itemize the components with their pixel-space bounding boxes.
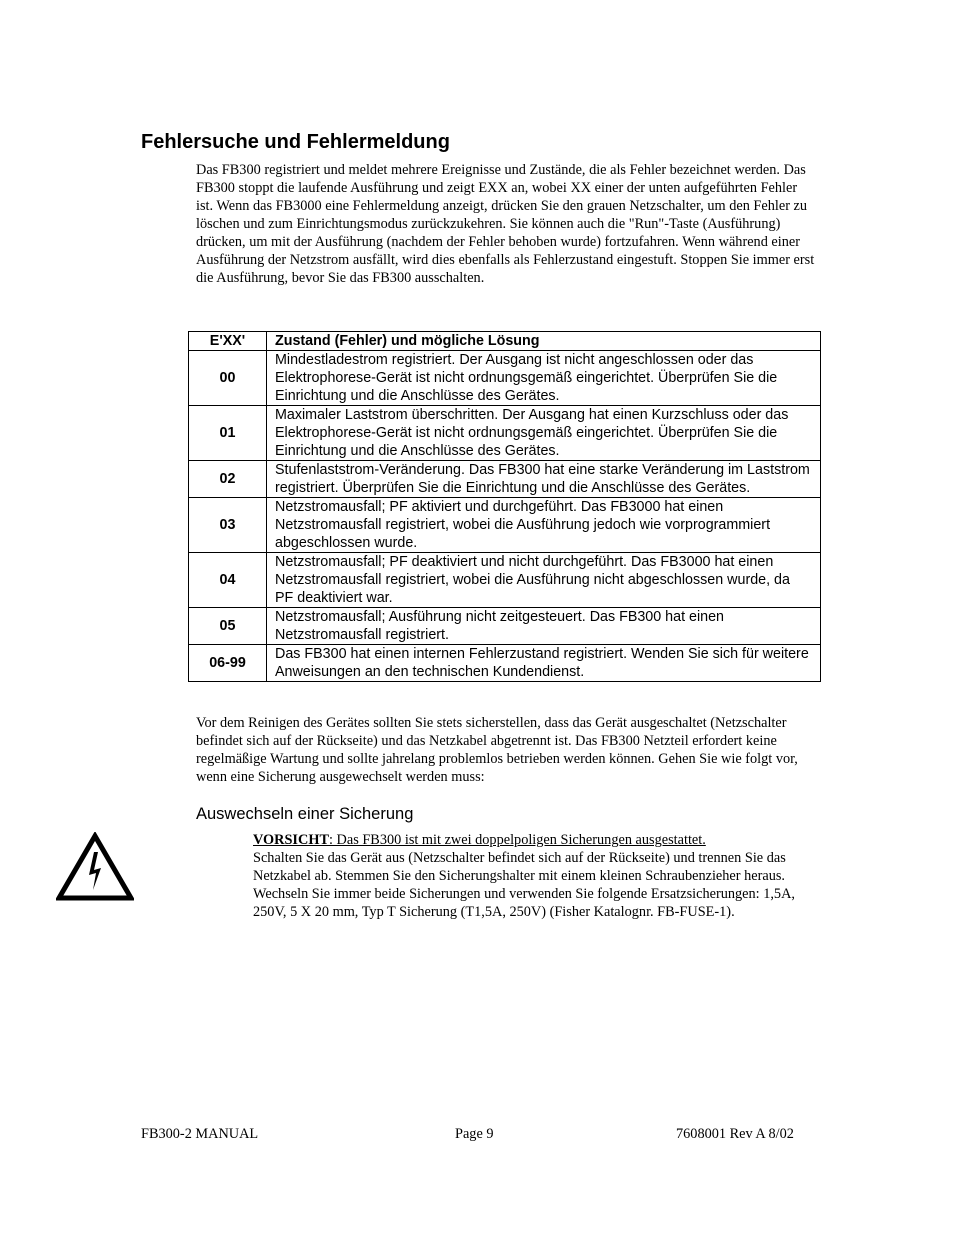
error-description: Maximaler Laststrom überschritten. Der Ausgang hat einen Kurzschluss oder das Elektrophorese-Gerät ist nicht ordnungsgemäß eingerichtet. Überprüfen Sie die Einrichtung und die Anschlüsse des Gerätes.: [267, 406, 821, 461]
error-code: 04: [189, 553, 267, 608]
footer-manual-name: FB300-2 MANUAL: [141, 1126, 259, 1142]
caution-label: VORSICHT: [253, 832, 329, 848]
table-row: [189, 461, 821, 498]
page-title: Fehlersuche und Fehlermeldung: [141, 131, 450, 153]
caution-first-sentence: : Das FB300 ist mit zwei doppelpoligen Sicherungen ausgestattet.: [328, 832, 706, 848]
table-row: [189, 608, 821, 645]
table-header-row: [189, 332, 821, 351]
error-description: Netzstromausfall; PF aktiviert und durchgeführt. Das FB3000 hat einen Netzstromausfall registriert, wobei die Ausführung jedoch wie vorprogrammiert abgeschlossen wurde.: [267, 498, 821, 553]
header-description: Zustand (Fehler) und mögliche Lösung: [267, 332, 821, 351]
error-code: 03: [189, 498, 267, 553]
fuse-section-heading: Auswechseln einer Sicherung: [196, 805, 414, 823]
error-code: 00: [189, 351, 267, 406]
caution-first-line: [253, 832, 706, 848]
error-code-table: [188, 331, 821, 682]
error-description: Netzstromausfall; Ausführung nicht zeitgesteuert. Das FB300 hat einen Netzstromausfall registriert.: [267, 608, 821, 645]
cleaning-paragraph: Vor dem Reinigen des Gerätes sollten Sie stets sicherstellen, dass das Gerät ausgeschaltet (Netzschalter befindet sich auf der Rückseite) und das Netzkabel abgetrennt ist. Das FB300 Netzteil erfordert keine regelmäßige Wartung und sollte jahrelang problemlos betrieben werden können. Gehen Sie wie folgt vor, wenn eine Sicherung ausgewechselt werden muss:: [196, 715, 798, 785]
header-code: E'XX': [189, 332, 267, 351]
caution-text: [253, 831, 818, 921]
table-row: [189, 645, 821, 682]
error-code: 02: [189, 461, 267, 498]
footer-revision: 7608001 Rev A 8/02: [676, 1126, 794, 1142]
error-description: Mindestladestrom registriert. Der Ausgang ist nicht angeschlossen oder das Elektrophorese-Gerät ist nicht ordnungsgemäß eingerichtet. Überprüfen Sie die Einrichtung und die Anschlüsse des Gerätes.: [267, 351, 821, 406]
error-code: 01: [189, 406, 267, 461]
caution-instructions: Schalten Sie das Gerät aus (Netzschalter befindet sich auf der Rückseite) und trennen Sie das Netzkabel ab. Stemmen Sie den Sicherungshalter mit einem kleinen Schraubenzieher heraus. Wechseln Sie immer beide Sicherungen und verwenden Sie folgende Ersatzsicherungen: 1,5A, 250V, 5 X 20 mm, Typ T Sicherung (T1,5A, 250V) (Fisher Katalognr. FB-FUSE-1).: [253, 850, 795, 920]
error-code: 06-99: [189, 645, 267, 682]
intro-paragraph: Das FB300 registriert und meldet mehrere Ereignisse und Zustände, die als Fehler bezeichnet werden. Das FB300 stoppt die laufende Ausführung und zeigt EXX an, wobei XX einer der unten aufgeführten Fehler ist. Wenn das FB3000 eine Fehlermeldung anzeigt, drücken Sie den grauen Netzschalter, um den Fehler zu löschen und zum Einrichtungsmodus zurückzukehren. Sie können auch die "Run"-Taste (Ausführung) drücken, um mit der Ausführung (nachdem der Fehler behoben wurde) fortzufahren. Wenn während einer Ausführung der Netzstrom ausfällt, wird dies ebenfalls als Fehlerzustand eingestuft. Stoppen Sie immer erst die Ausführung, bevor Sie das FB300 ausschalten.: [196, 162, 815, 286]
table-row: [189, 351, 821, 406]
table-row: [189, 498, 821, 553]
footer-page-number: Page 9: [455, 1126, 494, 1142]
electrical-hazard-warning-icon: [56, 832, 134, 902]
table-row: [189, 406, 821, 461]
error-description: Stufenlaststrom-Veränderung. Das FB300 hat eine starke Veränderung im Laststrom registriert. Überprüfen Sie die Einrichtung und die Anschlüsse des Gerätes.: [267, 461, 821, 498]
error-code: 05: [189, 608, 267, 645]
error-description: Das FB300 hat einen internen Fehlerzustand registriert. Wenden Sie sich für weitere Anweisungen an den technischen Kundendienst.: [267, 645, 821, 682]
table-row: [189, 553, 821, 608]
error-description: Netzstromausfall; PF deaktiviert und nicht durchgeführt. Das FB3000 hat einen Netzstromausfall registriert, wobei die Ausführung nicht abgeschlossen wurde, da PF deaktiviert war.: [267, 553, 821, 608]
